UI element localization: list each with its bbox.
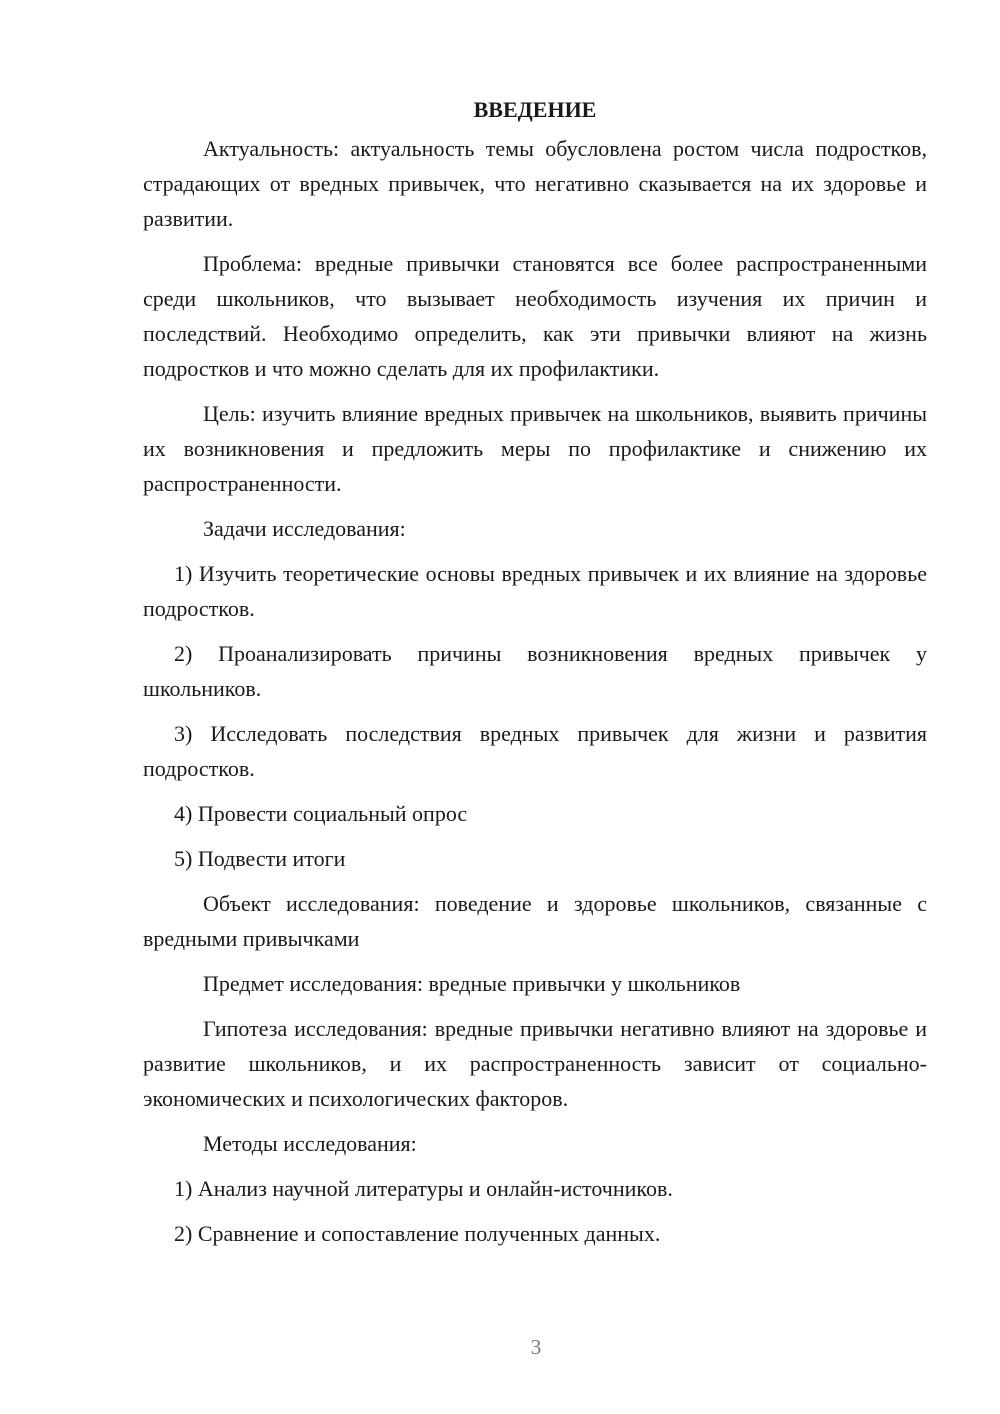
method-item-2: 2) Сравнение и сопоставление полученных данных. (174, 1221, 661, 1246)
relevance-paragraph: Актуальность: актуальность темы обусловлена ростом числа подростков, страдающих от вредных привычек, что негативно сказывается на их здоровье и развитии. (143, 136, 927, 231)
object-paragraph: Объект исследования: поведение и здоровье школьников, связанные с вредными привычками (143, 891, 927, 951)
method-item-1: 1) Анализ научной литературы и онлайн-источников. (174, 1176, 673, 1201)
task-item-3: 3) Исследовать последствия вредных привычек для жизни и развития подростков. (143, 721, 927, 781)
task-item-1: 1) Изучить теоретические основы вредных привычек и их влияние на здоровье подростков. (143, 561, 927, 621)
problem-paragraph: Проблема: вредные привычки становятся все более распространенными среди школьников, что вызывает необходимость изучения их причин и последствий. Необходимо определить, как эти привычки влияют на жизнь подростков и что можно сделать для их профилактики. (143, 251, 927, 381)
tasks-title: Задачи исследования: (203, 516, 406, 541)
methods-title: Методы исследования: (203, 1131, 417, 1156)
task-item-2: 2) Проанализировать причины возникновения вредных привычек у школьников. (143, 641, 927, 701)
task-item-4: 4) Провести социальный опрос (174, 801, 468, 826)
goal-paragraph: Цель: изучить влияние вредных привычек на школьников, выявить причины их возникновения и предложить меры по профилактике и снижению их распространенности. (143, 401, 927, 496)
subject-paragraph: Предмет исследования: вредные привычки у школьников (203, 971, 741, 996)
page-content (143, 92, 927, 1261)
hypothesis-paragraph: Гипотеза исследования: вредные привычки негативно влияют на здоровье и развитие школьников, и их распространенность зависит от социально-экономических и психологических факторов. (143, 1016, 927, 1111)
section-heading: ВВЕДЕНИЕ (473, 97, 597, 122)
task-item-5: 5) Подвести итоги (174, 846, 346, 871)
page-number: 3 (530, 1335, 542, 1359)
